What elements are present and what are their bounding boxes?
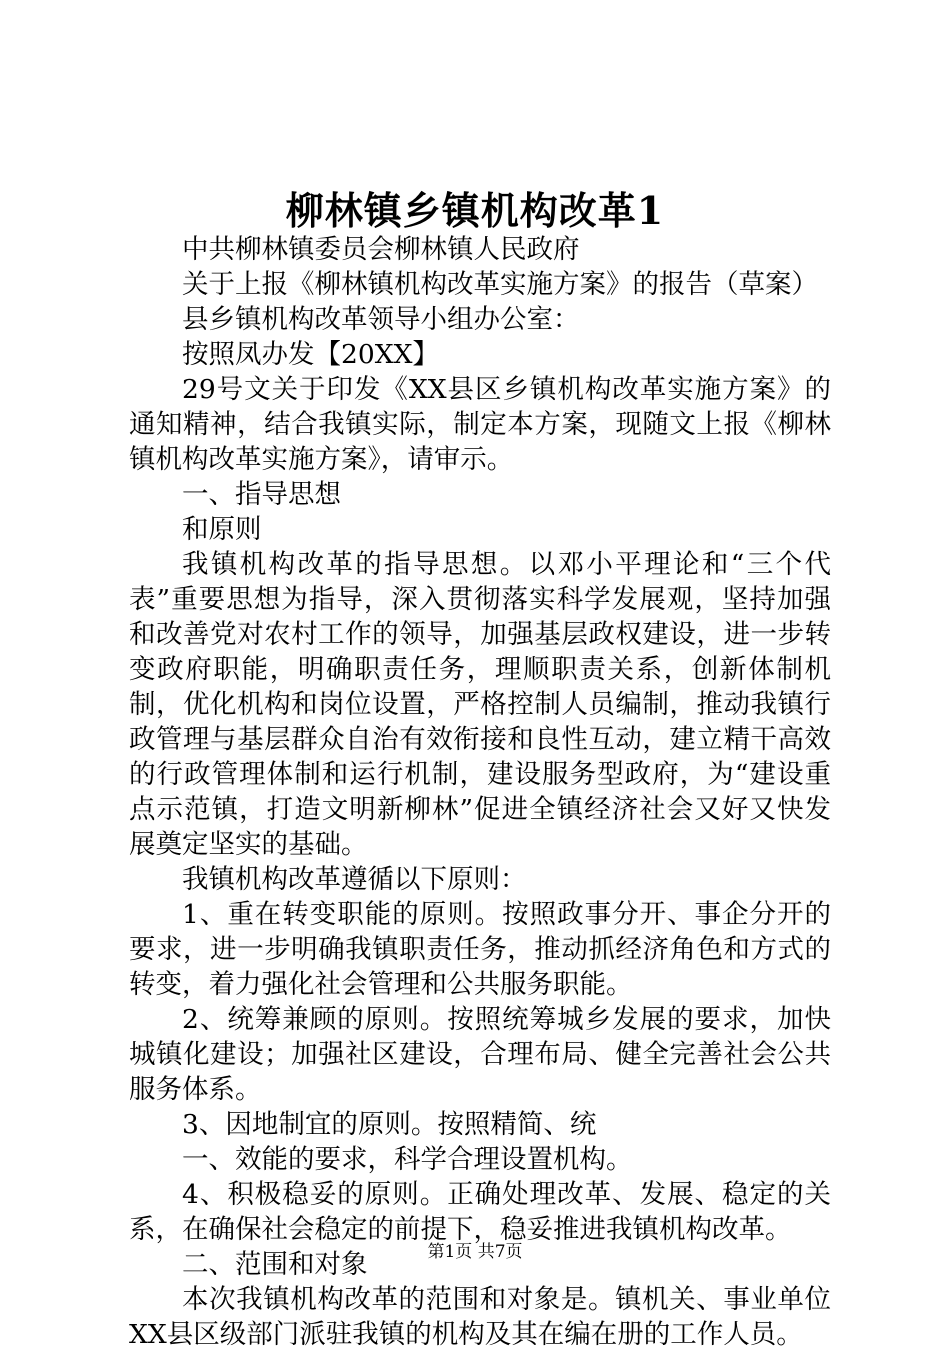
paragraph: 4、积极稳妥的原则。正确处理改革、发展、稳定的关系，在确保社会稳定的前提下，稳妥推进我镇机构改革。 [129,1179,831,1245]
document-body [129,232,831,1352]
page-number: 第1页 共7页 [427,1242,523,1262]
section-heading: 一、指导思想 [182,479,341,510]
paragraph: 我镇机构改革遵循以下原则： [182,864,527,895]
paragraph: 按照凤办发【20XX】 [182,339,439,370]
document-title: 柳林镇乡镇机构改革1 [285,188,665,233]
paragraph: 2、统筹兼顾的原则。按照统筹城乡发展的要求，加快城镇化建设；加强社区建设，合理布局、健全完善社会公共服务体系。 [129,1004,831,1105]
paragraph: 1、重在转变职能的原则。按照政事分开、事企分开的要求，进一步明确我镇职责任务，推动抓经济角色和方式的转变，着力强化社会管理和公共服务职能。 [129,899,831,1000]
paragraph: 本次我镇机构改革的范围和对象是。镇机关、事业单位XX县区级部门派驻我镇的机构及其在编在册的工作人员。 [129,1284,831,1350]
section-heading: 二、范围和对象 [182,1249,368,1280]
paragraph: 县乡镇机构改革领导小组办公室： [182,304,580,335]
paragraph: 中共柳林镇委员会柳林镇人民政府 [182,234,580,265]
paragraph: 关于上报《柳林镇机构改革实施方案》的报告（草案） [182,269,818,300]
paragraph: 一、效能的要求，科学合理设置机构。 [182,1144,633,1175]
paragraph: 和原则 [182,514,262,545]
paragraph: 3、因地制宜的原则。按照精简、统 [182,1109,597,1140]
paragraph: 29号文关于印发《XX县区乡镇机构改革实施方案》的通知精神，结合我镇实际，制定本方案，现随文上报《柳林镇机构改革实施方案》，请审示。 [129,374,831,475]
paragraph: 我镇机构改革的指导思想。以邓小平理论和“三个代表”重要思想为指导，深入贯彻落实科学发展观，坚持加强和改善党对农村工作的领导，加强基层政权建设，进一步转变政府职能，明确职责任务，理顺职责关系，创新体制机制，优化机构和岗位设置，严格控制人员编制，推动我镇行政管理与基层群众自治有效衔接和良性互动，建立精干高效的行政管理体制和运行机制，建设服务型政府，为“建设重点示范镇，打造文明新柳林”促进全镇经济社会又好又快发展奠定坚实的基础。 [129,549,831,860]
